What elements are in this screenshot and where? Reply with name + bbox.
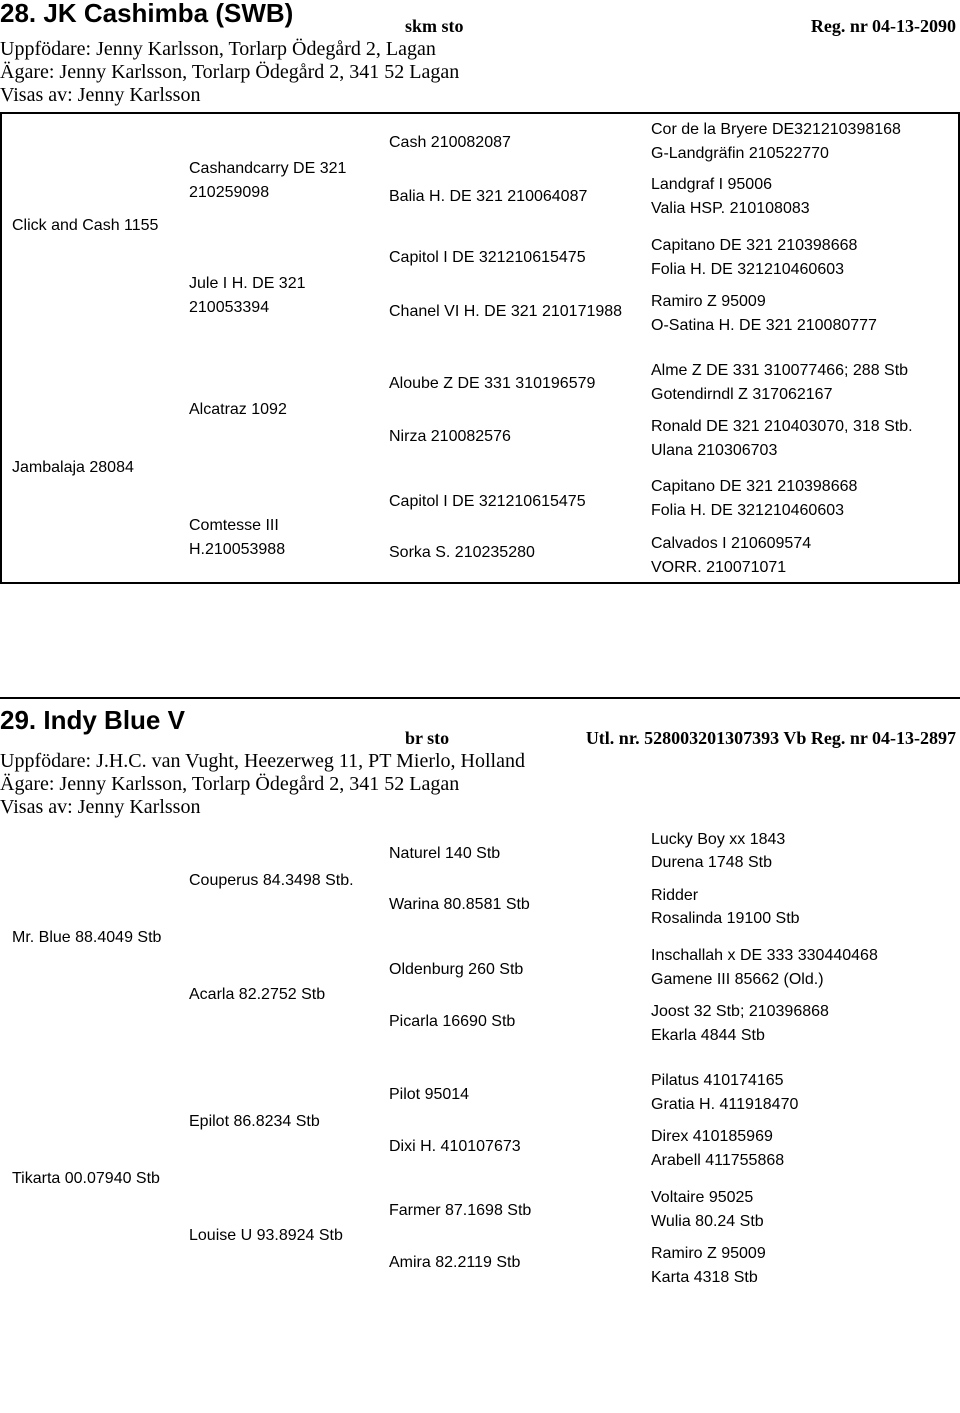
breed-label: br sto	[405, 728, 450, 748]
pedigree-gen2: Cashandcarry DE 321 210259098	[189, 160, 347, 201]
divider	[0, 697, 960, 699]
pedigree-gen2: Jule I H. DE 321 210053394	[189, 275, 306, 316]
pedigree-gen4: Ulana 210306703	[651, 442, 778, 459]
pedigree-gen4: Ronald DE 321 210403070, 318 Stb.	[651, 418, 913, 435]
pedigree-gen2: Alcatraz 1092	[189, 401, 287, 418]
pedigree-gen4: Capitano DE 321 210398668	[651, 237, 858, 254]
pedigree-sire: Click and Cash 1155	[12, 217, 159, 234]
pedigree-sire: Mr. Blue 88.4049 Stb	[12, 929, 162, 946]
breeder: Uppfödare: Jenny Karlsson, Torlarp Ödegård 2, Lagan	[0, 38, 436, 60]
pedigree-gen3: Oldenburg 260 Stb	[389, 961, 524, 978]
pedigree-gen4: Gamene III 85662 (Old.)	[651, 971, 824, 988]
pedigree-gen4: Direx 410185969	[651, 1128, 773, 1145]
pedigree-gen4: Cor de la Bryere DE321210398168	[651, 121, 901, 138]
pedigree-gen4: Rosalinda 19100 Stb	[651, 910, 800, 927]
pedigree-gen4: Ramiro Z 95009	[651, 293, 766, 310]
pedigree-gen4: Gotendirndl Z 317062167	[651, 386, 833, 403]
pedigree-gen3: Pilot 95014	[389, 1086, 470, 1103]
pedigree-gen3: Dixi H. 410107673	[389, 1138, 521, 1155]
pedigree-gen4: Wulia 80.24 Stb	[651, 1213, 764, 1230]
shown-by: Visas av: Jenny Karlsson	[0, 84, 201, 106]
pedigree-gen3: Naturel 140 Stb	[389, 845, 501, 862]
entry-title: 28. JK Cashimba (SWB)	[0, 0, 294, 28]
pedigree-gen3: Capitol I DE 321210615475	[389, 249, 586, 266]
pedigree-gen3: Cash 210082087	[389, 134, 511, 151]
pedigree-gen3: Chanel VI H. DE 321 210171988	[389, 303, 623, 320]
pedigree-gen3: Picarla 16690 Stb	[389, 1013, 516, 1030]
pedigree-gen4: Valia HSP. 210108083	[651, 200, 810, 217]
owner: Ägare: Jenny Karlsson, Torlarp Ödegård 2, 341 52 Lagan	[0, 773, 460, 795]
pedigree-gen4: Landgraf I 95006	[651, 176, 772, 193]
pedigree-gen3: Warina 80.8581 Stb	[389, 896, 530, 913]
shown-by: Visas av: Jenny Karlsson	[0, 796, 201, 818]
pedigree-gen3: Sorka S. 210235280	[389, 544, 535, 561]
pedigree-gen3: Aloube Z DE 331 310196579	[389, 375, 596, 392]
pedigree-gen4: Calvados I 210609574	[651, 535, 812, 552]
pedigree-gen4: Folia H. DE 321210460603	[651, 502, 845, 519]
reg-number: Reg. nr 04-13-2090	[810, 16, 956, 36]
pedigree-gen4: Voltaire 95025	[651, 1189, 754, 1206]
pedigree-gen4: Karta 4318 Stb	[651, 1269, 758, 1286]
breeder: Uppfödare: J.H.C. van Vught, Heezerweg 11, PT Mierlo, Holland	[0, 750, 525, 772]
pedigree-gen4: Gratia H. 411918470	[651, 1096, 799, 1113]
pedigree-gen4: G-Landgräfin 210522770	[651, 145, 829, 162]
pedigree-gen4: Ekarla 4844 Stb	[651, 1027, 765, 1044]
pedigree-gen4: Ramiro Z 95009	[651, 1245, 766, 1262]
pedigree-gen2: Couperus 84.3498 Stb.	[189, 872, 354, 889]
pedigree-gen4: Capitano DE 321 210398668	[651, 478, 858, 495]
pedigree-gen4: Joost 32 Stb; 210396868	[651, 1003, 829, 1020]
owner: Ägare: Jenny Karlsson, Torlarp Ödegård 2, 341 52 Lagan	[0, 61, 460, 83]
pedigree-gen3: Nirza 210082576	[389, 428, 511, 445]
pedigree-gen2: Comtesse III H.210053988	[189, 517, 286, 558]
pedigree-gen4: Arabell 411755868	[651, 1152, 785, 1169]
pedigree-gen2: Acarla 82.2752 Stb	[189, 986, 326, 1003]
pedigree-gen2: Louise U 93.8924 Stb	[189, 1227, 343, 1244]
pedigree-gen4: Lucky Boy xx 1843	[651, 831, 786, 848]
pedigree-gen3: Farmer 87.1698 Stb	[389, 1202, 532, 1219]
pedigree-dam: Tikarta 00.07940 Stb	[12, 1170, 160, 1187]
pedigree-gen4: Ridder	[651, 887, 699, 904]
pedigree-gen4: Alme Z DE 331 310077466; 288 Stb	[651, 362, 909, 379]
pedigree-gen3: Balia H. DE 321 210064087	[389, 188, 588, 205]
pedigree-dam: Jambalaja 28084	[12, 459, 134, 476]
breed-label: skm sto	[405, 16, 464, 36]
pedigree-gen4: Pilatus 410174165	[651, 1072, 784, 1089]
pedigree-gen4: VORR. 210071071	[651, 559, 787, 576]
pedigree-gen4: Inschallah x DE 333 330440468	[651, 947, 878, 964]
pedigree-gen2: Epilot 86.8234 Stb	[189, 1113, 320, 1130]
pedigree-gen3: Capitol I DE 321210615475	[389, 493, 586, 510]
entry-title: 29. Indy Blue V	[0, 705, 185, 735]
pedigree-gen4: Durena 1748 Stb	[651, 854, 772, 871]
pedigree-gen3: Amira 82.2119 Stb	[389, 1254, 521, 1271]
reg-number: Utl. nr. 528003201307393 Vb Reg. nr 04-13-2897	[585, 728, 956, 748]
pedigree-gen4: O-Satina H. DE 321 210080777	[651, 317, 877, 334]
pedigree-gen4: Folia H. DE 321210460603	[651, 261, 845, 278]
